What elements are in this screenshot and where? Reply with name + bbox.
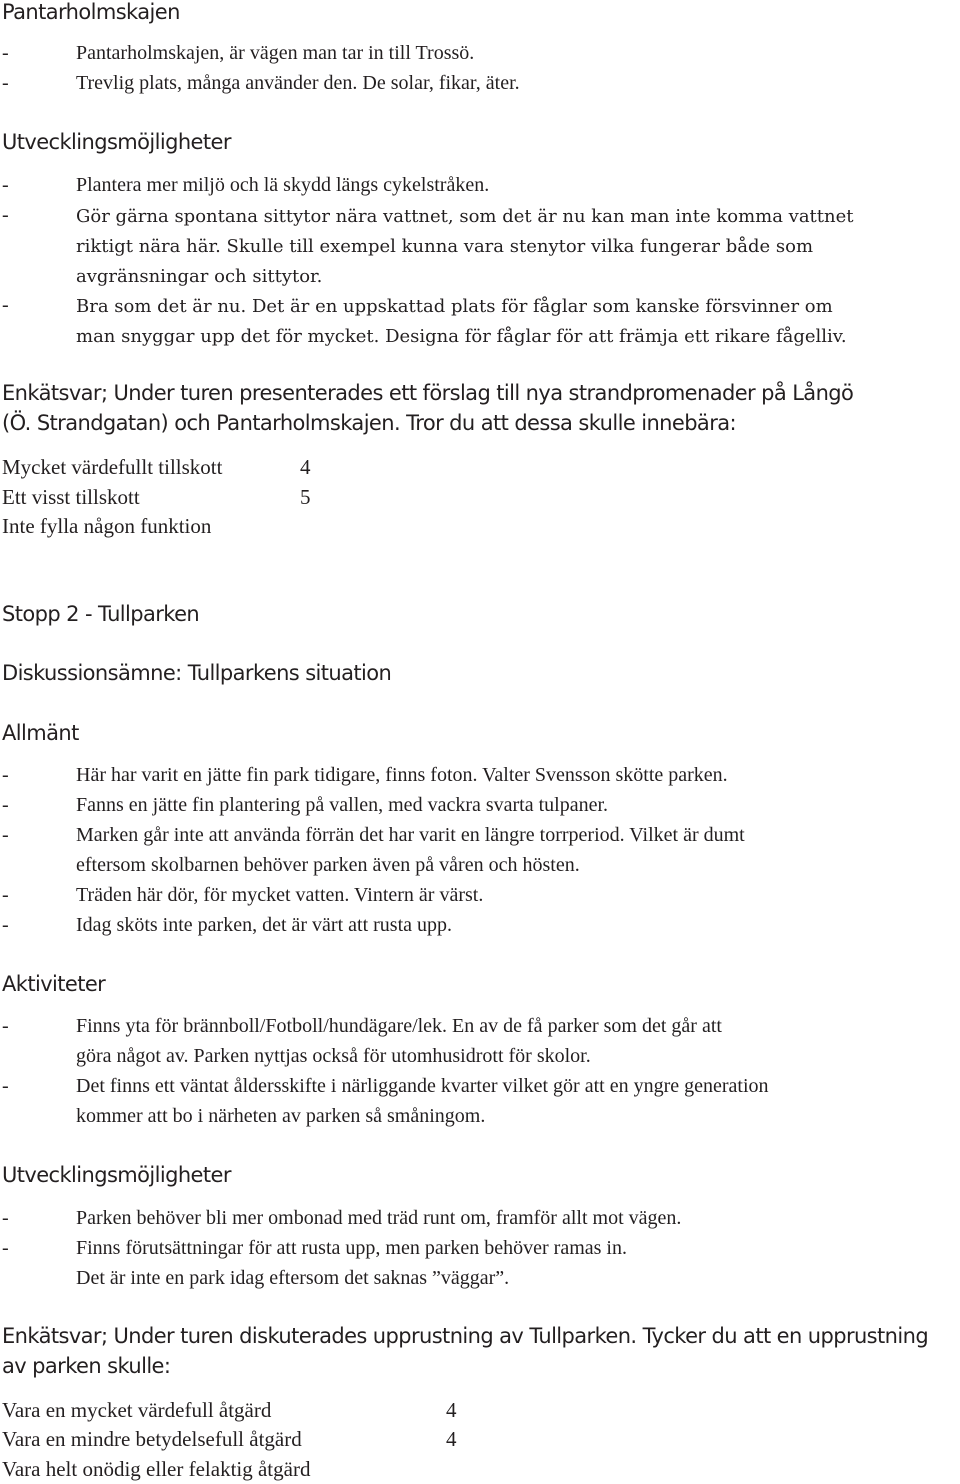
- list-item-text: kommer att bo i närheten av parken så småningom.: [76, 1105, 486, 1127]
- bullet-dash: -: [2, 204, 9, 226]
- bullet-list-tullparken-general: [0, 764, 960, 944]
- list-item-text: göra något av. Parken nyttjas också för utomhusidrott för skolor.: [76, 1045, 591, 1067]
- list-item-text: Trevlig plats, många använder den. De solar, fikar, äter.: [76, 72, 520, 94]
- list-item: [0, 1075, 960, 1135]
- discussion-topic: Diskussionsämne: Tullparkens situation: [2, 661, 392, 685]
- survey-question-line: Enkätsvar; Under turen diskuterades upprustning av Tullparken. Tycker du att en upprustning: [2, 1324, 929, 1348]
- survey-row-label: Vara en mycket värdefull åtgärd: [2, 1398, 272, 1422]
- survey-row-value: 4: [446, 1398, 457, 1422]
- survey-question-line: av parken skulle:: [2, 1354, 171, 1378]
- list-item: [0, 1207, 960, 1237]
- list-item-text: Det finns ett väntat åldersskifte i närliggande kvarter vilket gör att en yngre generation: [76, 1075, 769, 1097]
- list-item-text: Pantarholmskajen, är vägen man tar in till Trossö.: [76, 42, 475, 64]
- section-heading-stop-2: Stopp 2 - Tullparken: [2, 602, 200, 626]
- survey-question-line: Enkätsvar; Under turen presenterades ett förslag till nya strandpromenader på Långö: [2, 381, 854, 405]
- survey-row: [2, 1457, 310, 1482]
- list-item-text: Finns förutsättningar för att rusta upp, men parken behöver ramas in.: [76, 1237, 627, 1259]
- section-heading-activities: Aktiviteter: [2, 972, 106, 996]
- survey-row-value: 4: [300, 455, 311, 479]
- section-heading-pantarholmskajen: Pantarholmskajen: [2, 0, 180, 24]
- list-item-text: Marken går inte att använda förrän det har varit en längre torrperiod. Vilket är dumt: [76, 824, 745, 846]
- survey-row-label: Vara helt onödig eller felaktig åtgärd: [2, 1457, 311, 1481]
- list-item: [0, 174, 960, 204]
- list-item: [0, 204, 960, 294]
- survey-row-label: Mycket värdefullt tillskott: [2, 455, 223, 479]
- list-item: [0, 42, 960, 72]
- list-item-text: Bra som det är nu. Det är en uppskattad plats för fåglar som kanske försvinner om: [76, 296, 833, 317]
- survey-question-line: (Ö. Strandgatan) och Pantarholmskajen. Tror du att dessa skulle innebära:: [2, 411, 736, 435]
- bullet-dash: -: [2, 824, 9, 846]
- survey-row: [2, 485, 311, 510]
- survey-row-label: Ett visst tillskott: [2, 485, 140, 509]
- list-item: [0, 764, 960, 794]
- bullet-dash: -: [2, 174, 9, 196]
- survey-row-label: Vara en mindre betydelsefull åtgärd: [2, 1427, 302, 1451]
- list-item-text: Idag sköts inte parken, det är värt att rusta upp.: [76, 914, 452, 936]
- survey-row: [2, 455, 311, 480]
- survey-row-value: 4: [446, 1427, 457, 1451]
- list-item-text: eftersom skolbarnen behöver parken även på våren och hösten.: [76, 854, 580, 876]
- list-item-text: Det är inte en park idag eftersom det saknas ”väggar”.: [76, 1267, 510, 1289]
- list-item-text: Gör gärna spontana sittytor nära vattnet, som det är nu kan man inte komma vattnet: [76, 206, 854, 227]
- list-item-text: Här har varit en jätte fin park tidigare, finns foton. Valter Svensson skötte parken.: [76, 764, 728, 786]
- section-heading-general: Allmänt: [2, 721, 79, 745]
- list-item: [0, 1237, 960, 1297]
- bullet-dash: -: [2, 884, 9, 906]
- list-item: [0, 884, 960, 914]
- list-item-text: Finns yta för brännboll/Fotboll/hundägare/lek. En av de få parker som det går att: [76, 1015, 722, 1037]
- bullet-dash: -: [2, 1075, 9, 1097]
- bullet-list-pantarholmskajen-development: [0, 174, 960, 354]
- list-item-text: Parken behöver bli mer ombonad med träd runt om, framför allt mot vägen.: [76, 1207, 682, 1229]
- survey-row: [2, 1427, 457, 1452]
- bullet-list-pantarholmskajen-general: [0, 42, 960, 102]
- bullet-list-tullparken-activities: [0, 1015, 960, 1135]
- bullet-dash: -: [2, 1237, 9, 1259]
- survey-row-label: Inte fylla någon funktion: [2, 514, 212, 538]
- section-heading-development: Utvecklingsmöjligheter: [2, 1163, 231, 1187]
- list-item-text: Träden här dör, för mycket vatten. Vintern är värst.: [76, 884, 484, 906]
- list-item-text: Fanns en jätte fin plantering på vallen, med vackra svarta tulpaner.: [76, 794, 609, 816]
- bullet-dash: -: [2, 72, 9, 94]
- bullet-dash: -: [2, 914, 9, 936]
- list-item: [0, 824, 960, 884]
- bullet-dash: -: [2, 794, 9, 816]
- bullet-dash: -: [2, 1207, 9, 1229]
- bullet-dash: -: [2, 294, 9, 316]
- survey-row-value: 5: [300, 485, 311, 509]
- list-item: [0, 294, 960, 354]
- list-item-text: avgränsningar och sittytor.: [76, 266, 323, 287]
- list-item: [0, 72, 960, 102]
- list-item-text: man snyggar upp det för mycket. Designa för fåglar för att främja ett rikare fågelliv.: [76, 326, 847, 347]
- bullet-dash: -: [2, 1015, 9, 1037]
- bullet-dash: -: [2, 42, 9, 64]
- list-item-text: riktigt nära här. Skulle till exempel kunna vara stenytor vilka fungerar både som: [76, 236, 814, 257]
- bullet-list-tullparken-development: [0, 1207, 960, 1297]
- list-item: [0, 914, 960, 944]
- bullet-dash: -: [2, 764, 9, 786]
- survey-row: [2, 514, 211, 539]
- survey-row: [2, 1398, 457, 1423]
- list-item-text: Plantera mer miljö och lä skydd längs cykelstråken.: [76, 174, 490, 196]
- section-heading-development: Utvecklingsmöjligheter: [2, 130, 231, 154]
- list-item: [0, 1015, 960, 1075]
- list-item: [0, 794, 960, 824]
